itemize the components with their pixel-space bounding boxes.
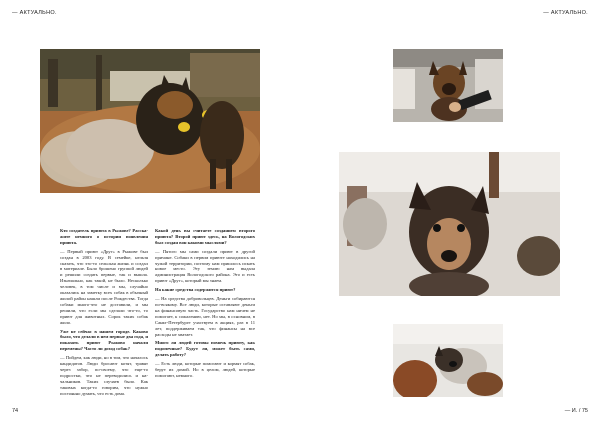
- article-column-2: [155, 228, 255, 382]
- question-paragraph: Кто создатель приюта в Рыжове? Расскажите немного о истории появления приюта.: [60, 228, 148, 245]
- answer-paragraph: — Пойдем, как люди, но в том, что началось кандидатов. Люди бросают котят, травят через забор, по-своему, что еще-то подростки, что не переводились и начальников. Таких случаев было. Как таковых когда-то говорим, что нужно постоянно думать, что есть дома.: [60, 355, 148, 396]
- article-column-1: [60, 228, 148, 399]
- photo-dog-closeup: [339, 152, 560, 296]
- section-label-right: — АКТУАЛЬНО.: [543, 10, 588, 16]
- question-paragraph: Уже не сейчас в нашем городе. Каково было, что делали в нем первые два года, и показать приют Рыжово начали перемены? Часто ли доход собак?: [60, 328, 148, 352]
- answer-paragraph: — На средства добровольцев. Деньги собираются по-всякому. Все люди, которые оставляют деньги на финансовую часть. Государство нам ничем не помогает, к сожалению, нет. Но мы, в основном, в Санкт-Петербурге участвуем в акциях, раз в 11 лет, поддерживаем так, что финансы на все расходы не хватает.: [155, 296, 255, 337]
- page-number-left: 74: [12, 408, 19, 414]
- question-paragraph: Какой день вы считаете созданием второго приюта? Второй приют здесь, на Вологодских был создан вон какими мыслями?: [155, 228, 255, 245]
- photo-dogs-playing: [40, 49, 260, 193]
- answer-paragraph: — Первый приют «Друг» в Рыжове был создан в 2003 году. В семейке, нельзя сказать, что это-то сельская жизнь и создал в материале. Было брошено группой людей и решили создать первые, так и вышла. Изначально, как такой, не было. Несколько человек, в том числе и мы, случайно оказались на заметку всех собак в обычный жилой район нашли после Рождества. Тогда собаки много-что не доставили, и мы решили, что если мы сделали что-то, то приют для животных. Сорок таких собак жило.: [60, 248, 148, 325]
- section-label-left: — АКТУАЛЬНО.: [12, 10, 57, 16]
- page-number-right: — И. / 75: [564, 408, 588, 414]
- question-paragraph: На какие средства содержится приют?: [155, 287, 236, 293]
- answer-paragraph: — Есть люди, которые помогают и кормят собак, берут их домой. Но в целом, людей, которые помогают, немного.: [155, 361, 255, 378]
- photo-dog-lying: [393, 324, 503, 397]
- answer-paragraph: — Пятого мы сами создали приют в другой причине. Собаки в первом приюте находились на чужой территории, поэтому нам пришлось искать новое место. Эту землю нам выдала администрация Вологодского района. Это и есть приют «Друг», который мы знаем.: [155, 248, 255, 284]
- photo-dog-paw: [393, 49, 503, 122]
- question-paragraph: Много ли людей готовы помочь приюту, как подопечные? Будут ли, может быть сами, делать работу?: [155, 340, 255, 358]
